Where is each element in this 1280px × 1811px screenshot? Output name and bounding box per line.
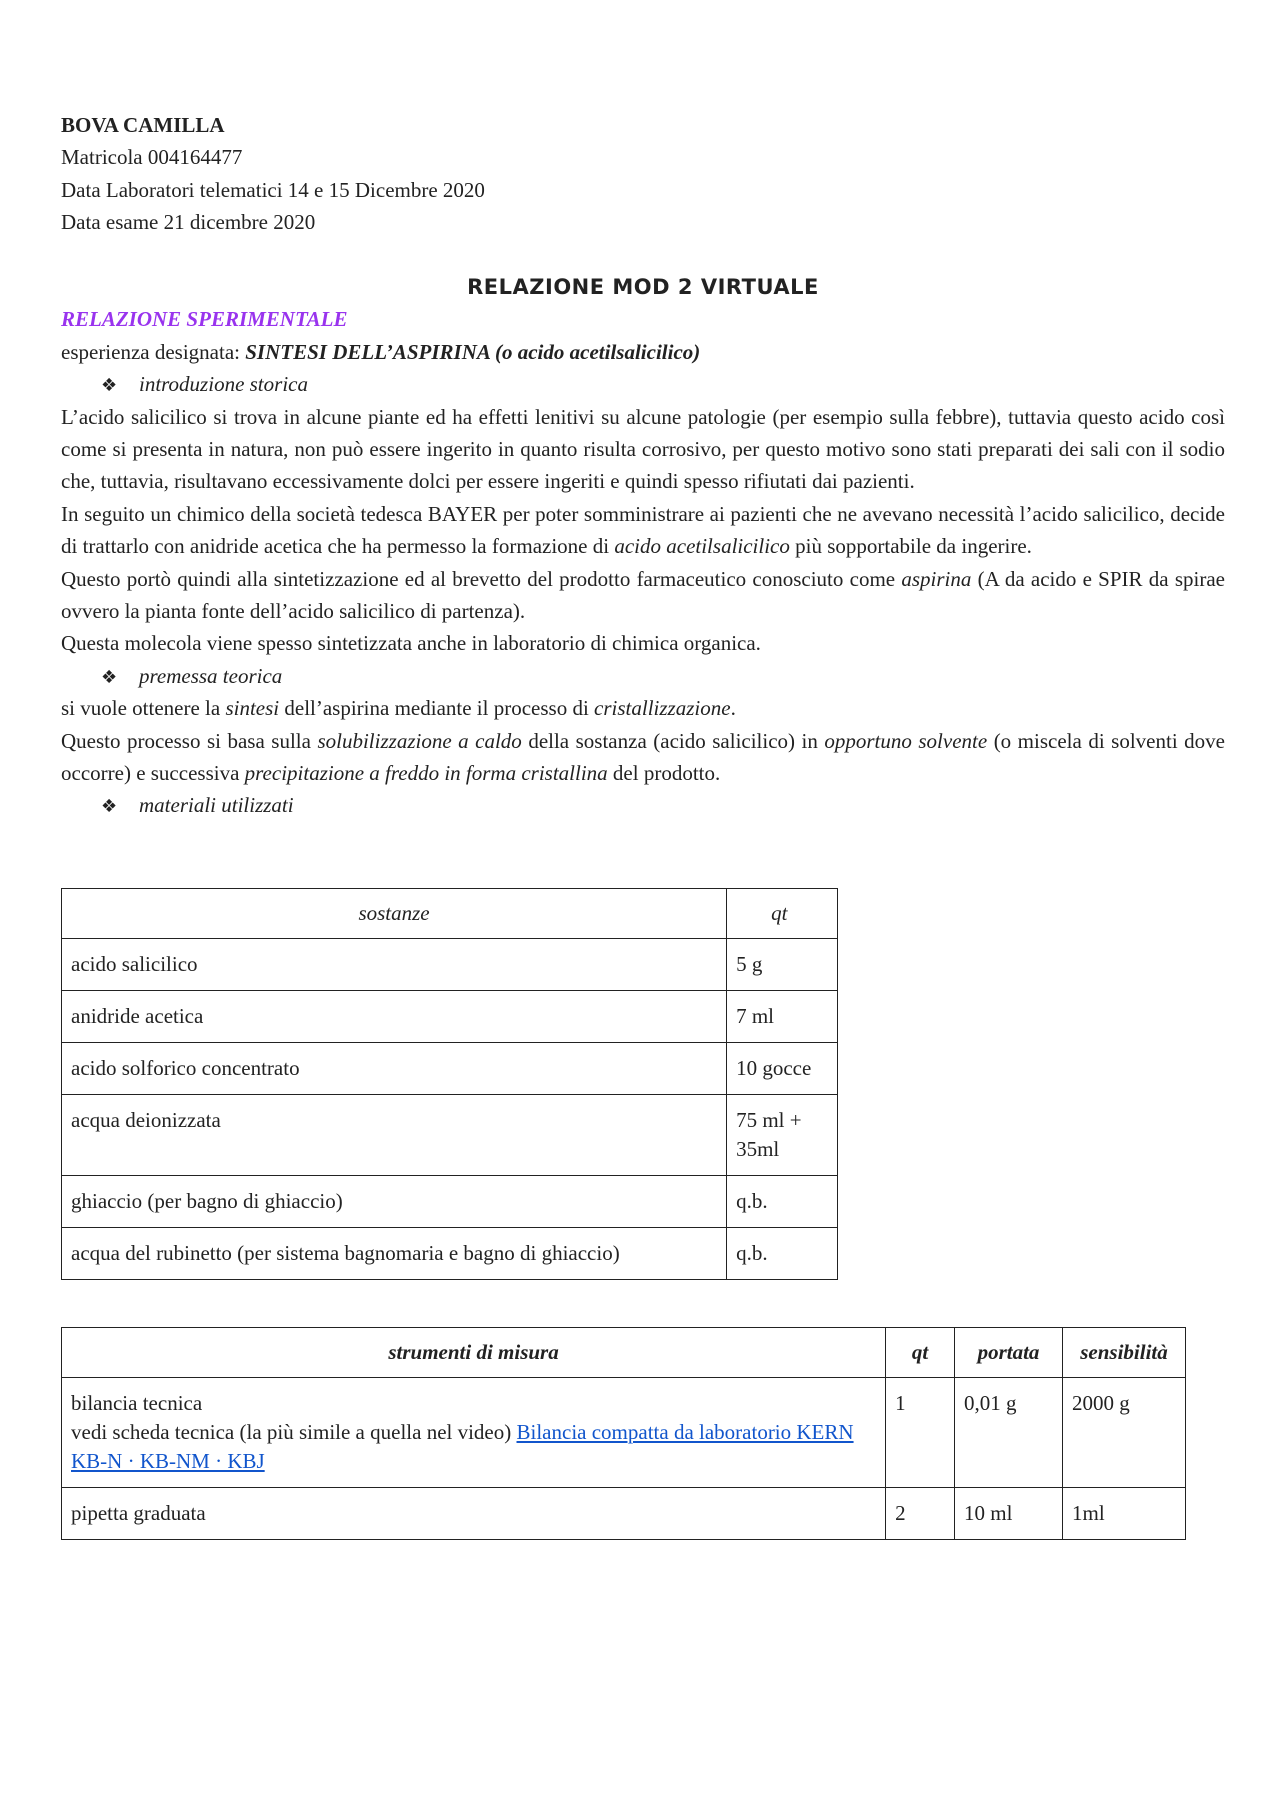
column-header: sensibilità [1063, 1328, 1186, 1378]
text-italic: opportuno solvente [824, 728, 988, 753]
cell: 10 gocce [727, 1043, 838, 1095]
text: . [730, 696, 736, 721]
diamond-bullet-icon: ❖ [101, 375, 118, 397]
text: (A da acido e SPIR da spirae ovvero la pianta fonte dell’acido salicilico di partenza). [61, 566, 1225, 623]
cell: anidride acetica [62, 991, 727, 1043]
section-subtitle: RELAZIONE SPERIMENTALE [61, 307, 348, 332]
table-header-row [62, 889, 838, 939]
table-row [62, 1095, 838, 1176]
cell: 2 [886, 1488, 955, 1540]
document-body [61, 109, 1225, 822]
cell: 0,01 g [955, 1378, 1063, 1488]
diamond-bullet-icon: ❖ [101, 796, 118, 818]
bullet-intro [61, 368, 1225, 400]
cell: q.b. [727, 1176, 838, 1228]
cell: q.b. [727, 1228, 838, 1280]
text: più sopportabile da ingerire. [789, 534, 1032, 559]
diamond-bullet-icon: ❖ [101, 666, 118, 688]
text-italic: cristallizzazione [594, 696, 731, 721]
experience-label: esperienza designata: [61, 339, 246, 364]
table-row [62, 1378, 1186, 1488]
matricola: Matricola 004164477 [61, 145, 243, 170]
cell: 7 ml [727, 991, 838, 1043]
cell: 1ml [1063, 1488, 1186, 1540]
intro-paragraph-2 [61, 498, 1225, 563]
text: dell’aspirina mediante il processo di [279, 696, 595, 721]
bullet-label: introduzione storica [139, 372, 308, 397]
bullet-label: materiali utilizzati [139, 793, 294, 818]
text: del prodotto. [607, 760, 721, 785]
text: Questo portò quindi alla sintetizzazione ed al brevetto del prodotto farmaceutico conosciuto come [61, 566, 902, 591]
intro-paragraph-3 [61, 563, 1225, 628]
text-italic: sintesi [225, 696, 280, 721]
intro-paragraph-1: L’acido salicilico si trova in alcune piante ed ha effetti lenitivi su alcune patologie (per esempio sulla febbre), tuttavia questo acido così come si presenta in natura, non può essere ingerito in quanto risulta corrosivo, per questo motivo sono stati preparati dei sali con il sodio che, tuttavia, risultavano eccessivamente dolci per essere ingeriti e quindi spesso rifiutati dai pazienti. [61, 404, 1225, 494]
text: della sostanza (acido salicilico) in [521, 728, 825, 753]
experience-value: SINTESI DELL’ASPIRINA (o acido acetilsalicilico) [245, 339, 701, 364]
column-header: qt [727, 889, 838, 939]
cell: acqua deionizzata [62, 1095, 727, 1176]
text: Questo processo si basa sulla [61, 728, 318, 753]
cell: 1 [886, 1378, 955, 1488]
cell: acido salicilico [62, 939, 727, 991]
column-header: sostanze [62, 889, 727, 939]
text: si vuole ottenere la [61, 696, 226, 721]
bullet-label: premessa teorica [139, 663, 283, 688]
table-row [62, 1228, 838, 1280]
table-row [62, 991, 838, 1043]
column-header: portata [955, 1328, 1063, 1378]
text: In seguito un chimico della società tedesca BAYER per poter somministrare ai pazienti che ne avevano necessità l’acido salicilico, decide di trattarlo con anidride acetica che ha permesso la formazione di [61, 501, 1225, 559]
cell [62, 1378, 886, 1488]
text-italic: solubilizzazione a caldo [317, 728, 522, 753]
text-italic: acido acetilsalicilico [614, 534, 790, 559]
table-header-row [62, 1328, 1186, 1378]
text-italic: aspirina [901, 566, 972, 591]
intro-paragraph-4: Questa molecola viene spesso sintetizzata anche in laboratorio di chimica organica. [61, 631, 761, 656]
cell: 75 ml + 35ml [727, 1095, 838, 1176]
instrument-note: vedi scheda tecnica (la più simile a quella nel video) [71, 1420, 517, 1444]
bullet-materiali [61, 789, 1225, 821]
text: (o miscela di solventi dove occorre) e successiva [61, 728, 1225, 785]
datasheet-link[interactable]: Bilancia compatta da laboratorio KERN KB-N · KB-NM · KBJ [71, 1420, 854, 1473]
table-row [62, 939, 838, 991]
premessa-paragraph-2 [61, 725, 1225, 790]
lab-date: Data Laboratori telematici 14 e 15 Dicembre 2020 [61, 177, 485, 202]
text-italic: precipitazione a freddo in forma cristallina [244, 760, 608, 785]
cell: 10 ml [955, 1488, 1063, 1540]
substances-table [61, 888, 838, 1280]
cell: pipetta graduata [62, 1488, 886, 1540]
table-row [62, 1176, 838, 1228]
author-name: BOVA CAMILLA [61, 113, 225, 137]
exam-date: Data esame 21 dicembre 2020 [61, 210, 316, 235]
experience-line [61, 336, 1225, 368]
table-row [62, 1488, 1186, 1540]
cell: 5 g [727, 939, 838, 991]
column-header: strumenti di misura [62, 1328, 886, 1378]
cell: acido solforico concentrato [62, 1043, 727, 1095]
instruments-table [61, 1327, 1186, 1540]
page-title: RELAZIONE MOD 2 VIRTUALE [467, 274, 819, 299]
instrument-name: bilancia tecnica [71, 1391, 203, 1415]
bullet-premessa [61, 660, 1225, 692]
table-row [62, 1043, 838, 1095]
cell: 2000 g [1063, 1378, 1186, 1488]
premessa-paragraph-1 [61, 692, 1225, 724]
cell: ghiaccio (per bagno di ghiaccio) [62, 1176, 727, 1228]
cell: acqua del rubinetto (per sistema bagnomaria e bagno di ghiaccio) [62, 1228, 727, 1280]
column-header: qt [886, 1328, 955, 1378]
